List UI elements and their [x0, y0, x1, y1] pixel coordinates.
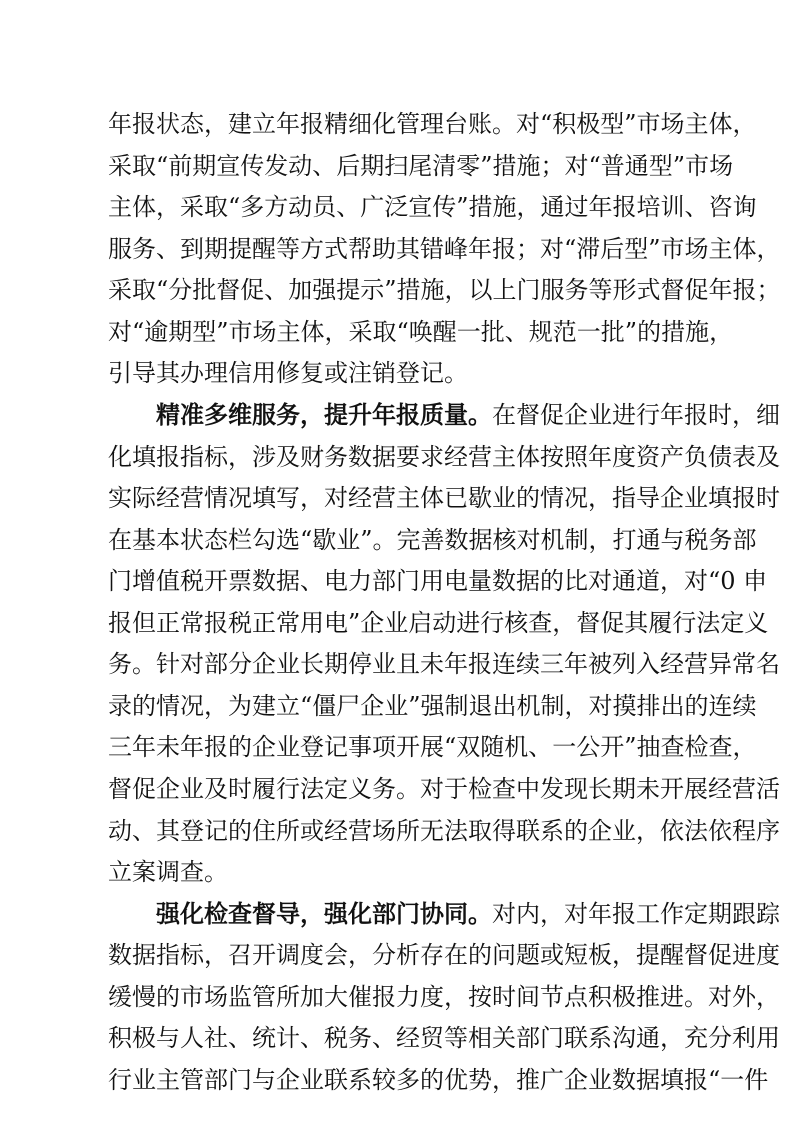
paragraph-3-heading: 强化检查督导，强化部门协同。 [156, 900, 492, 928]
paragraph-2-line: 动、其登记的住所或经营场所无法取得联系的企业，依法依程序 [108, 817, 780, 845]
paragraph-3-line: 行业主管部门与企业联系较多的优势，推广企业数据填报“一件 [108, 1066, 769, 1094]
paragraph-3-line: 数据指标，召开调度会，分析存在的问题或短板，提醒督促进度 [108, 941, 780, 969]
paragraph-2-first-line-text: 在督促企业进行年报时，细 [492, 401, 780, 429]
paragraph-1-line: 引导其办理信用修复或注销登记。 [108, 359, 468, 387]
paragraph-1-line: 服务、到期提醒等方式帮助其错峰年报；对“滞后型”市场主体， [108, 235, 781, 263]
paragraph-2-line: 实际经营情况填写，对经营主体已歇业的情况，指导企业填报时 [108, 484, 780, 512]
paragraph-2-line: 立案调查。 [108, 858, 228, 886]
paragraph-2-line: 三年未年报的企业登记事项开展“双随机、一公开”抽查检查， [108, 733, 757, 761]
paragraph-2-line: 化填报指标，涉及财务数据要求经营主体按照年度资产负债表及 [108, 443, 780, 471]
paragraph-2-line: 门增值税开票数据、电力部门用电量数据的比对通道，对“0 申 [108, 567, 768, 595]
paragraph-1-line: 主体，采取“多方动员、广泛宣传”措施，通过年报培训、咨询 [108, 193, 757, 221]
paragraph-3-first-line-text: 对内，对年报工作定期跟踪 [492, 900, 780, 928]
paragraph-1-line: 年报状态，建立年报精细化管理台账。对“积极型”市场主体， [108, 110, 757, 138]
paragraph-1-line: 对“逾期型”市场主体，采取“唤醒一批、规范一批”的措施， [108, 318, 734, 346]
paragraph-2-first-line [156, 395, 780, 435]
paragraph-3-line: 积极与人社、统计、税务、经贸等相关部门联系沟通，充分利用 [108, 1024, 780, 1052]
paragraph-2-line: 督促企业及时履行法定义务。对于检查中发现长期未开展经营活 [108, 775, 780, 803]
paragraph-1-line: 采取“分批督促、加强提示”措施，以上门服务等形式督促年报； [108, 276, 781, 304]
paragraph-2-line: 务。针对部分企业长期停业且未年报连续三年被列入经营异常名 [108, 650, 780, 678]
paragraph-2-line: 录的情况，为建立“僵尸企业”强制退出机制，对摸排出的连续 [108, 692, 757, 720]
paragraph-3-line: 缓慢的市场监管所加大催报力度，按时间节点积极推进。对外， [108, 983, 780, 1011]
paragraph-2-line: 报但正常报税正常用电”企业启动进行核查，督促其履行法定义 [108, 609, 769, 637]
paragraph-3-first-line [156, 894, 780, 934]
paragraph-2-line: 在基本状态栏勾选“歇业”。完善数据核对机制，打通与税务部 [108, 526, 757, 554]
paragraph-2-heading: 精准多维服务，提升年报质量。 [156, 401, 492, 429]
paragraph-1-line: 采取“前期宣传发动、后期扫尾清零”措施；对“普通型”市场 [108, 152, 734, 180]
